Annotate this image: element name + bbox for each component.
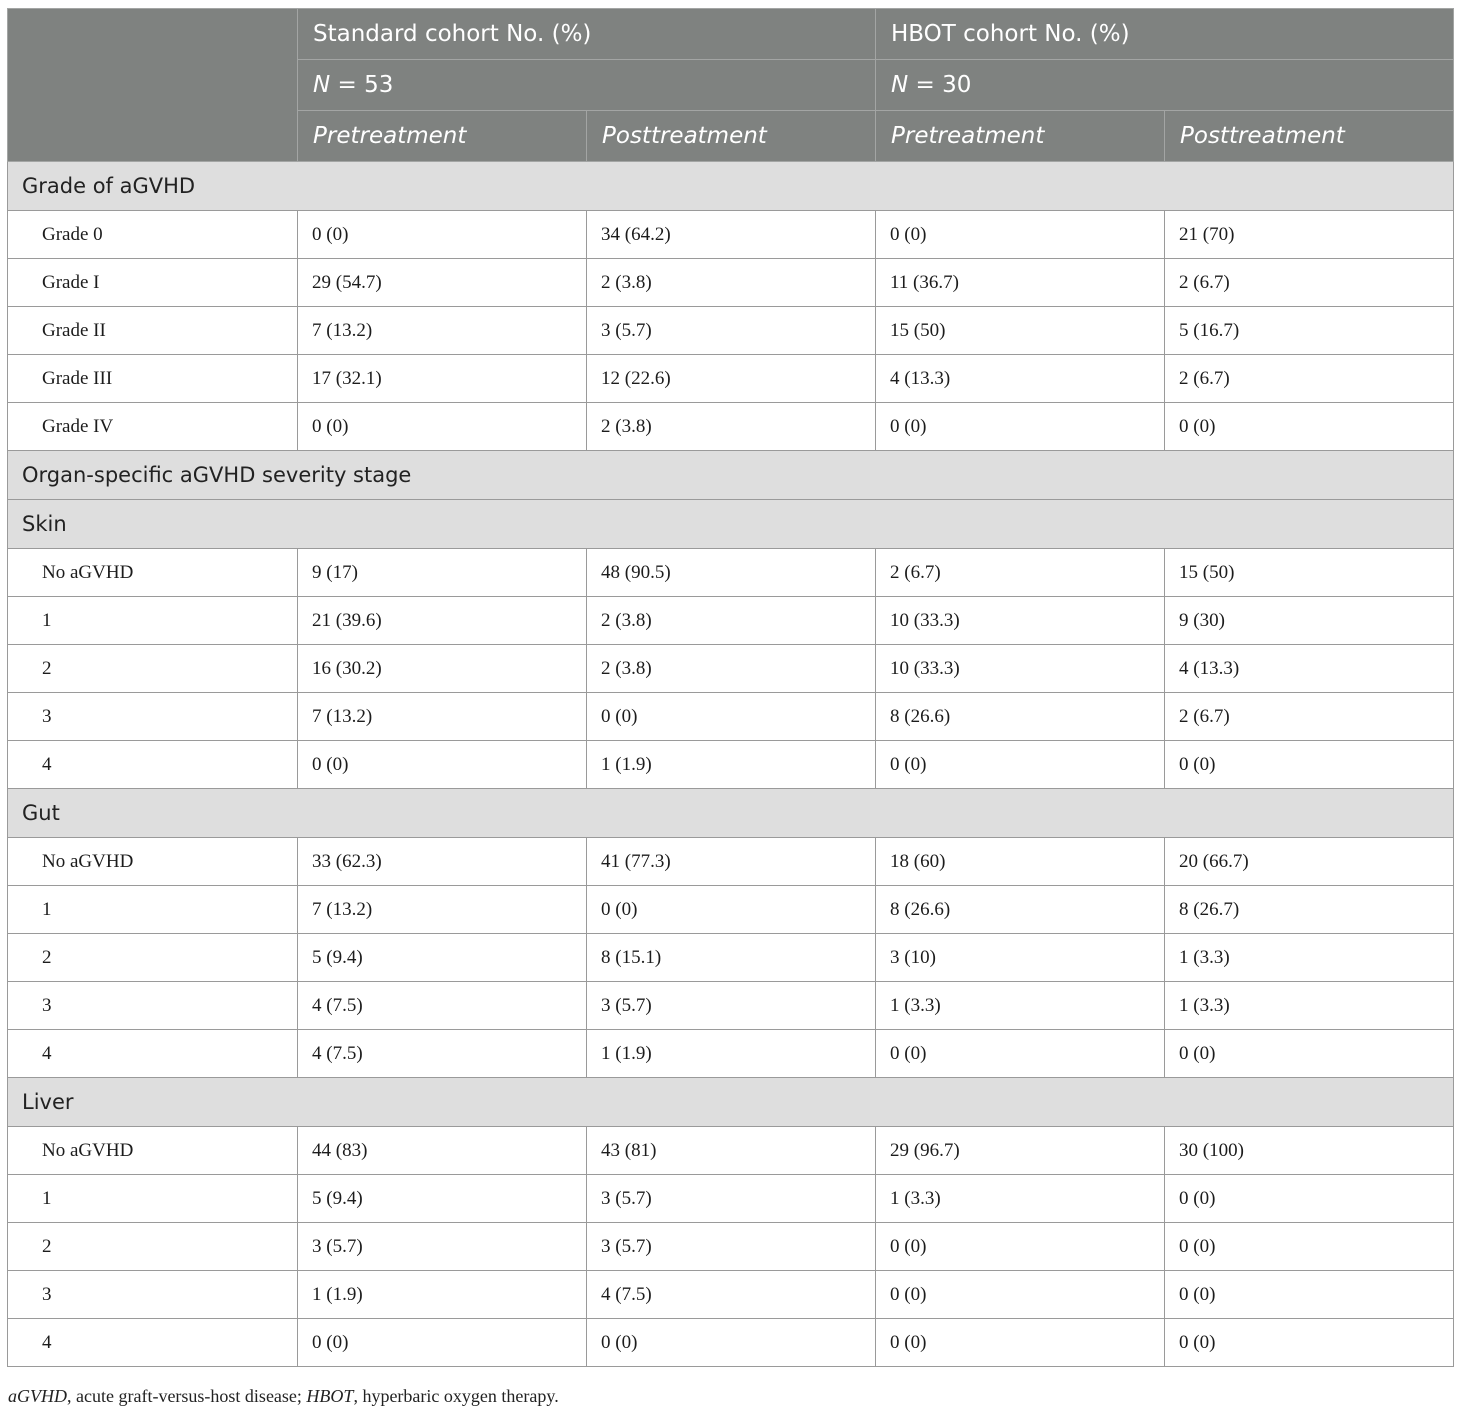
- standard-post-cell: 0 (0): [587, 1319, 876, 1367]
- hbot-post-cell: 0 (0): [1165, 1271, 1454, 1319]
- standard-post-cell: 34 (64.2): [587, 211, 876, 259]
- row-label: 3: [8, 1271, 298, 1319]
- hbot-pre-cell: 0 (0): [876, 1271, 1165, 1319]
- standard-pre-cell: 7 (13.2): [298, 307, 587, 355]
- standard-pre-cell: 0 (0): [298, 741, 587, 789]
- table-row: [8, 307, 1454, 355]
- standard-post-cell: 8 (15.1): [587, 934, 876, 982]
- table-row: [8, 1271, 1454, 1319]
- section-title: Liver: [8, 1078, 1454, 1127]
- table-row: [8, 1175, 1454, 1223]
- standard-pre-cell: 29 (54.7): [298, 259, 587, 307]
- row-label: 4: [8, 1319, 298, 1367]
- standard-post-cell: 1 (1.9): [587, 741, 876, 789]
- hbot-post-cell: 0 (0): [1165, 1319, 1454, 1367]
- hbot-n-value: = 30: [908, 72, 972, 98]
- hbot-pre-cell: 8 (26.6): [876, 886, 1165, 934]
- hbot-pre-cell: 8 (26.6): [876, 693, 1165, 741]
- row-label: 2: [8, 1223, 298, 1271]
- hbot-post-cell: 0 (0): [1165, 1030, 1454, 1078]
- hbot-pre-cell: 0 (0): [876, 1319, 1165, 1367]
- hbot-pre-cell: 0 (0): [876, 211, 1165, 259]
- hbot-post-cell: 4 (13.3): [1165, 645, 1454, 693]
- row-label: No aGVHD: [8, 838, 298, 886]
- header-standard-pre: Pretreatment: [298, 111, 587, 162]
- hbot-post-cell: 0 (0): [1165, 403, 1454, 451]
- row-label: 1: [8, 1175, 298, 1223]
- standard-post-cell: 3 (5.7): [587, 982, 876, 1030]
- hbot-pre-cell: 0 (0): [876, 403, 1165, 451]
- standard-post-cell: 41 (77.3): [587, 838, 876, 886]
- hbot-post-cell: 15 (50): [1165, 549, 1454, 597]
- standard-pre-cell: 7 (13.2): [298, 693, 587, 741]
- table-row: [8, 1127, 1454, 1175]
- standard-post-cell: 2 (3.8): [587, 645, 876, 693]
- standard-pre-cell: 4 (7.5): [298, 982, 587, 1030]
- row-label: No aGVHD: [8, 1127, 298, 1175]
- section-row-gut: [8, 789, 1454, 838]
- standard-pre-cell: 7 (13.2): [298, 886, 587, 934]
- table-row: [8, 934, 1454, 982]
- standard-post-cell: 48 (90.5): [587, 549, 876, 597]
- table-row: [8, 693, 1454, 741]
- standard-pre-cell: 5 (9.4): [298, 1175, 587, 1223]
- n-letter: N: [313, 72, 331, 98]
- section-row-grade: [8, 162, 1454, 211]
- standard-pre-cell: 16 (30.2): [298, 645, 587, 693]
- table-row: [8, 1030, 1454, 1078]
- hbot-pre-cell: 0 (0): [876, 1223, 1165, 1271]
- standard-pre-cell: 4 (7.5): [298, 1030, 587, 1078]
- standard-post-cell: 43 (81): [587, 1127, 876, 1175]
- row-label: 2: [8, 934, 298, 982]
- standard-post-cell: 12 (22.6): [587, 355, 876, 403]
- section-title: Gut: [8, 789, 1454, 838]
- header-standard-post: Posttreatment: [587, 111, 876, 162]
- hbot-pre-cell: 0 (0): [876, 1030, 1165, 1078]
- table-row: [8, 355, 1454, 403]
- standard-post-cell: 2 (3.8): [587, 597, 876, 645]
- row-label: Grade I: [8, 259, 298, 307]
- hbot-pre-cell: 4 (13.3): [876, 355, 1165, 403]
- standard-post-cell: 4 (7.5): [587, 1271, 876, 1319]
- standard-pre-cell: 33 (62.3): [298, 838, 587, 886]
- hbot-post-cell: 30 (100): [1165, 1127, 1454, 1175]
- row-label: 2: [8, 645, 298, 693]
- table-row: [8, 549, 1454, 597]
- standard-pre-cell: 0 (0): [298, 211, 587, 259]
- hbot-pre-cell: 11 (36.7): [876, 259, 1165, 307]
- standard-post-cell: 2 (3.8): [587, 259, 876, 307]
- row-label: Grade II: [8, 307, 298, 355]
- footnote-term-hbot: HBOT: [306, 1386, 354, 1406]
- table-header: [8, 9, 1454, 162]
- table-row: [8, 403, 1454, 451]
- header-hbot-n: [876, 60, 1454, 111]
- standard-pre-cell: 1 (1.9): [298, 1271, 587, 1319]
- hbot-pre-cell: 1 (3.3): [876, 1175, 1165, 1223]
- hbot-pre-cell: 1 (3.3): [876, 982, 1165, 1030]
- hbot-pre-cell: 18 (60): [876, 838, 1165, 886]
- table-row: [8, 1223, 1454, 1271]
- table-row: [8, 838, 1454, 886]
- header-row-cohorts: [8, 9, 1454, 60]
- standard-pre-cell: 9 (17): [298, 549, 587, 597]
- row-label: 4: [8, 741, 298, 789]
- hbot-post-cell: 0 (0): [1165, 741, 1454, 789]
- standard-post-cell: 3 (5.7): [587, 1175, 876, 1223]
- hbot-pre-cell: 10 (33.3): [876, 645, 1165, 693]
- hbot-pre-cell: 0 (0): [876, 741, 1165, 789]
- section-title: Grade of aGVHD: [8, 162, 1454, 211]
- header-hbot-cohort: HBOT cohort No. (%): [876, 9, 1454, 60]
- standard-post-cell: 1 (1.9): [587, 1030, 876, 1078]
- row-label: 1: [8, 597, 298, 645]
- results-table: [7, 8, 1454, 1367]
- hbot-post-cell: 2 (6.7): [1165, 693, 1454, 741]
- standard-pre-cell: 0 (0): [298, 1319, 587, 1367]
- standard-post-cell: 3 (5.7): [587, 307, 876, 355]
- row-label: 3: [8, 693, 298, 741]
- table-row: [8, 211, 1454, 259]
- standard-post-cell: 0 (0): [587, 693, 876, 741]
- table-row: [8, 259, 1454, 307]
- hbot-pre-cell: 2 (6.7): [876, 549, 1165, 597]
- hbot-pre-cell: 29 (96.7): [876, 1127, 1165, 1175]
- section-row-organ: [8, 451, 1454, 500]
- footnote: [8, 1386, 559, 1407]
- row-label: Grade 0: [8, 211, 298, 259]
- hbot-pre-cell: 15 (50): [876, 307, 1165, 355]
- hbot-pre-cell: 10 (33.3): [876, 597, 1165, 645]
- footnote-def-agvhd: , acute graft-versus-host disease;: [67, 1386, 307, 1406]
- row-label: 1: [8, 886, 298, 934]
- standard-post-cell: 0 (0): [587, 886, 876, 934]
- footnote-term-agvhd: aGVHD: [8, 1386, 67, 1406]
- header-hbot-pre: Pretreatment: [876, 111, 1165, 162]
- table-row: [8, 982, 1454, 1030]
- table-row: [8, 645, 1454, 693]
- hbot-post-cell: 0 (0): [1165, 1175, 1454, 1223]
- header-standard-cohort: Standard cohort No. (%): [298, 9, 876, 60]
- row-label: 3: [8, 982, 298, 1030]
- hbot-post-cell: 1 (3.3): [1165, 982, 1454, 1030]
- row-label: Grade III: [8, 355, 298, 403]
- hbot-post-cell: 9 (30): [1165, 597, 1454, 645]
- hbot-post-cell: 21 (70): [1165, 211, 1454, 259]
- section-row-skin: [8, 500, 1454, 549]
- table-row: [8, 886, 1454, 934]
- row-label: No aGVHD: [8, 549, 298, 597]
- standard-pre-cell: 0 (0): [298, 403, 587, 451]
- table-body: [8, 162, 1454, 1367]
- table-row: [8, 741, 1454, 789]
- standard-pre-cell: 3 (5.7): [298, 1223, 587, 1271]
- hbot-pre-cell: 3 (10): [876, 934, 1165, 982]
- section-title: Skin: [8, 500, 1454, 549]
- standard-pre-cell: 21 (39.6): [298, 597, 587, 645]
- hbot-post-cell: 2 (6.7): [1165, 259, 1454, 307]
- table-row: [8, 597, 1454, 645]
- section-row-liver: [8, 1078, 1454, 1127]
- standard-pre-cell: 44 (83): [298, 1127, 587, 1175]
- n-letter: N: [891, 72, 909, 98]
- standard-pre-cell: 17 (32.1): [298, 355, 587, 403]
- hbot-post-cell: 1 (3.3): [1165, 934, 1454, 982]
- standard-post-cell: 3 (5.7): [587, 1223, 876, 1271]
- row-label: 4: [8, 1030, 298, 1078]
- hbot-post-cell: 8 (26.7): [1165, 886, 1454, 934]
- table-row: [8, 1319, 1454, 1367]
- row-label: Grade IV: [8, 403, 298, 451]
- header-blank-cell: [8, 9, 298, 162]
- header-standard-n: [298, 60, 876, 111]
- section-title: Organ-specific aGVHD severity stage: [8, 451, 1454, 500]
- standard-n-value: = 53: [330, 72, 394, 98]
- standard-post-cell: 2 (3.8): [587, 403, 876, 451]
- standard-pre-cell: 5 (9.4): [298, 934, 587, 982]
- hbot-post-cell: 2 (6.7): [1165, 355, 1454, 403]
- hbot-post-cell: 20 (66.7): [1165, 838, 1454, 886]
- hbot-post-cell: 0 (0): [1165, 1223, 1454, 1271]
- footnote-def-hbot: , hyperbaric oxygen therapy.: [353, 1386, 559, 1406]
- header-hbot-post: Posttreatment: [1165, 111, 1454, 162]
- hbot-post-cell: 5 (16.7): [1165, 307, 1454, 355]
